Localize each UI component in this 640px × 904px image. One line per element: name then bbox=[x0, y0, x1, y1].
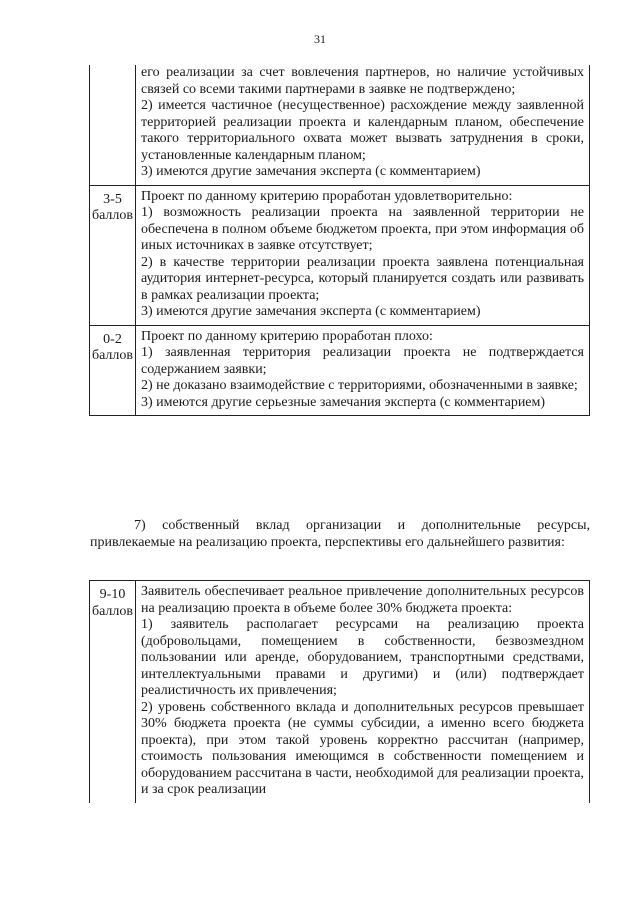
criteria-heading: Проект по данному критерию проработан плохо: bbox=[141, 328, 433, 344]
page-number: 31 bbox=[314, 32, 326, 46]
score-range: 0-2 bbox=[103, 331, 122, 347]
criterion-7-paragraph: 7) собственный вклад организации и дополнительные ресурсы, привлекаемые на реализацию проекта, перспективы его дальнейшего развития: bbox=[90, 518, 590, 550]
score-range: 3-5 bbox=[103, 191, 122, 207]
score-unit: баллов bbox=[91, 208, 134, 223]
table-row bbox=[90, 185, 590, 325]
criteria-text-cell bbox=[136, 65, 590, 185]
criteria-line: 3) имеются другие замечания эксперта (с комментарием) bbox=[141, 164, 481, 179]
criteria-table-territory bbox=[89, 65, 590, 416]
table-row bbox=[90, 581, 590, 803]
table-row bbox=[90, 65, 590, 185]
criteria-text-cell bbox=[136, 325, 590, 416]
criteria-line: 2) не доказано взаимодействие с территориями, обозначенными в заявке; bbox=[141, 378, 578, 393]
criteria-line: 1) возможность реализации проекта на заявленной территории не обеспечена в полном объеме бюджетом проекта, при этом информация об иных источниках в заявке отсутствует; bbox=[141, 205, 584, 253]
criteria-line: 3) имеются другие замечания эксперта (с комментарием) bbox=[141, 304, 481, 319]
criteria-line: 2) в качестве территории реализации проекта заявлена потенциальная аудитория интернет-ресурса, который планируется создать или развивать в рамках реализации проекта; bbox=[141, 254, 584, 303]
criteria-line: 2) имеется частичное (несущественное) расхождение между заявленной территорией реализации проекта и календарным планом, обеспечение такого территориального охвата может вызвать затруднения в сроки, установленные календарным планом; bbox=[141, 98, 584, 163]
criteria-table-resources bbox=[89, 580, 590, 803]
criteria-line: 2) уровень собственного вклада и дополнительных ресурсов превышает 30% бюджета проекта (не суммы субсидии, а именно всего бюджета проекта), при этом такой уровень корректно рассчитан (например, стоимость пользования имеющимся в собственности помещением и оборудованием рассчитана в части, необходимой для реализации проекта, и за срок реализации bbox=[141, 699, 584, 797]
score-range: 9-10 bbox=[99, 587, 126, 602]
score-cell bbox=[90, 325, 136, 416]
score-cell-empty bbox=[90, 65, 136, 185]
table-row bbox=[90, 325, 590, 416]
criteria-text-cell bbox=[136, 581, 590, 803]
score-cell bbox=[90, 581, 136, 803]
score-unit: баллов bbox=[91, 348, 134, 363]
criteria-line: 1) заявленная территория реализации проекта не подтверждается содержанием заявки; bbox=[141, 345, 584, 377]
criteria-line: его реализации за счет вовлечения партнеров, но наличие устойчивых связей со всеми такими партнерами в заявке не подтверждено; bbox=[141, 65, 584, 97]
criteria-heading: Проект по данному критерию проработан удовлетворительно: bbox=[141, 188, 513, 204]
score-cell bbox=[90, 185, 136, 325]
criteria-line: 3) имеются другие серьезные замечания эксперта (с комментарием) bbox=[141, 394, 546, 410]
criteria-heading: Заявитель обеспечивает реальное привлечение дополнительных ресурсов на реализацию проекта в объеме более 30% бюджета проекта: bbox=[141, 584, 584, 616]
criteria-line: 1) заявитель располагает ресурсами на реализацию проекта (добровольцами, помещением в собственности, безвозмездном пользовании или аренде, оборудованием, транспортными средствами, интеллектуальными правами и другими) и (или) подтверждает реалистичность их привлечения; bbox=[141, 617, 584, 698]
score-unit: баллов bbox=[91, 603, 134, 619]
criteria-text-cell bbox=[136, 185, 590, 325]
